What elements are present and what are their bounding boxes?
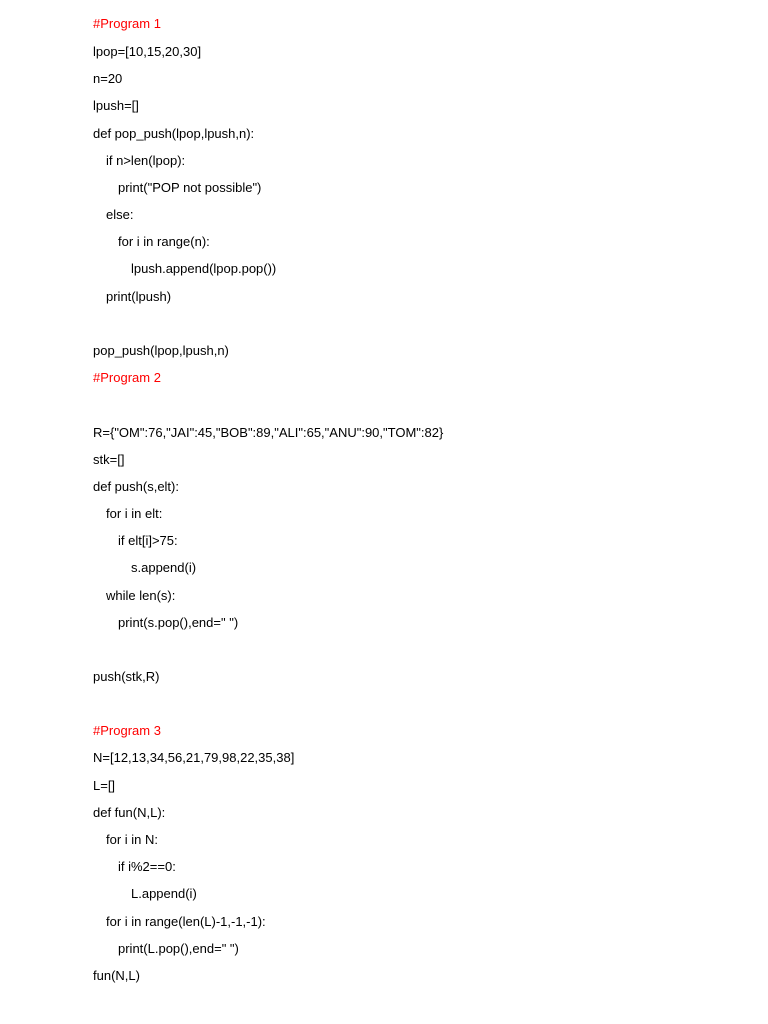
- code-line: print(L.pop(),end=" "): [118, 941, 239, 956]
- code-line: print("POP not possible"): [118, 180, 262, 195]
- code-line: n=20: [93, 71, 123, 86]
- code-line: if elt[i]>75:: [118, 533, 178, 548]
- code-line: def pop_push(lpop,lpush,n):: [93, 126, 255, 141]
- code-line: for i in range(len(L)-1,-1,-1):: [106, 914, 266, 929]
- code-line: lpush.append(lpop.pop()): [131, 261, 277, 276]
- code-line: s.append(i): [131, 560, 197, 575]
- code-line: if i%2==0:: [118, 859, 176, 874]
- code-line: stk=[]: [93, 452, 125, 467]
- code-line: while len(s):: [106, 588, 176, 603]
- code-line: if n>len(lpop):: [106, 153, 186, 168]
- code-line: def push(s,elt):: [93, 479, 179, 494]
- code-line: lpop=[10,15,20,30]: [93, 44, 202, 59]
- code-line: L=[]: [93, 778, 116, 793]
- program-1-heading: #Program 1: [93, 16, 161, 31]
- code-line: N=[12,13,34,56,21,79,98,22,35,38]: [93, 750, 295, 765]
- code-line: L.append(i): [131, 886, 197, 901]
- code-line: R={"OM":76,"JAI":45,"BOB":89,"ALI":65,"ANU":90,"TOM":82}: [93, 425, 444, 440]
- code-line: push(stk,R): [93, 669, 160, 684]
- code-line: fun(N,L): [93, 968, 140, 983]
- program-3-heading: #Program 3: [93, 723, 161, 738]
- code-line: lpush=[]: [93, 98, 139, 113]
- code-line: print(lpush): [106, 289, 172, 304]
- code-line: pop_push(lpop,lpush,n): [93, 343, 229, 358]
- code-line: for i in range(n):: [118, 234, 210, 249]
- code-line: else:: [106, 207, 134, 222]
- code-line: def fun(N,L):: [93, 805, 166, 820]
- program-2-heading: #Program 2: [93, 370, 161, 385]
- code-line: print(s.pop(),end=" "): [118, 615, 239, 630]
- code-line: for i in elt:: [106, 506, 163, 521]
- code-line: for i in N:: [106, 832, 159, 847]
